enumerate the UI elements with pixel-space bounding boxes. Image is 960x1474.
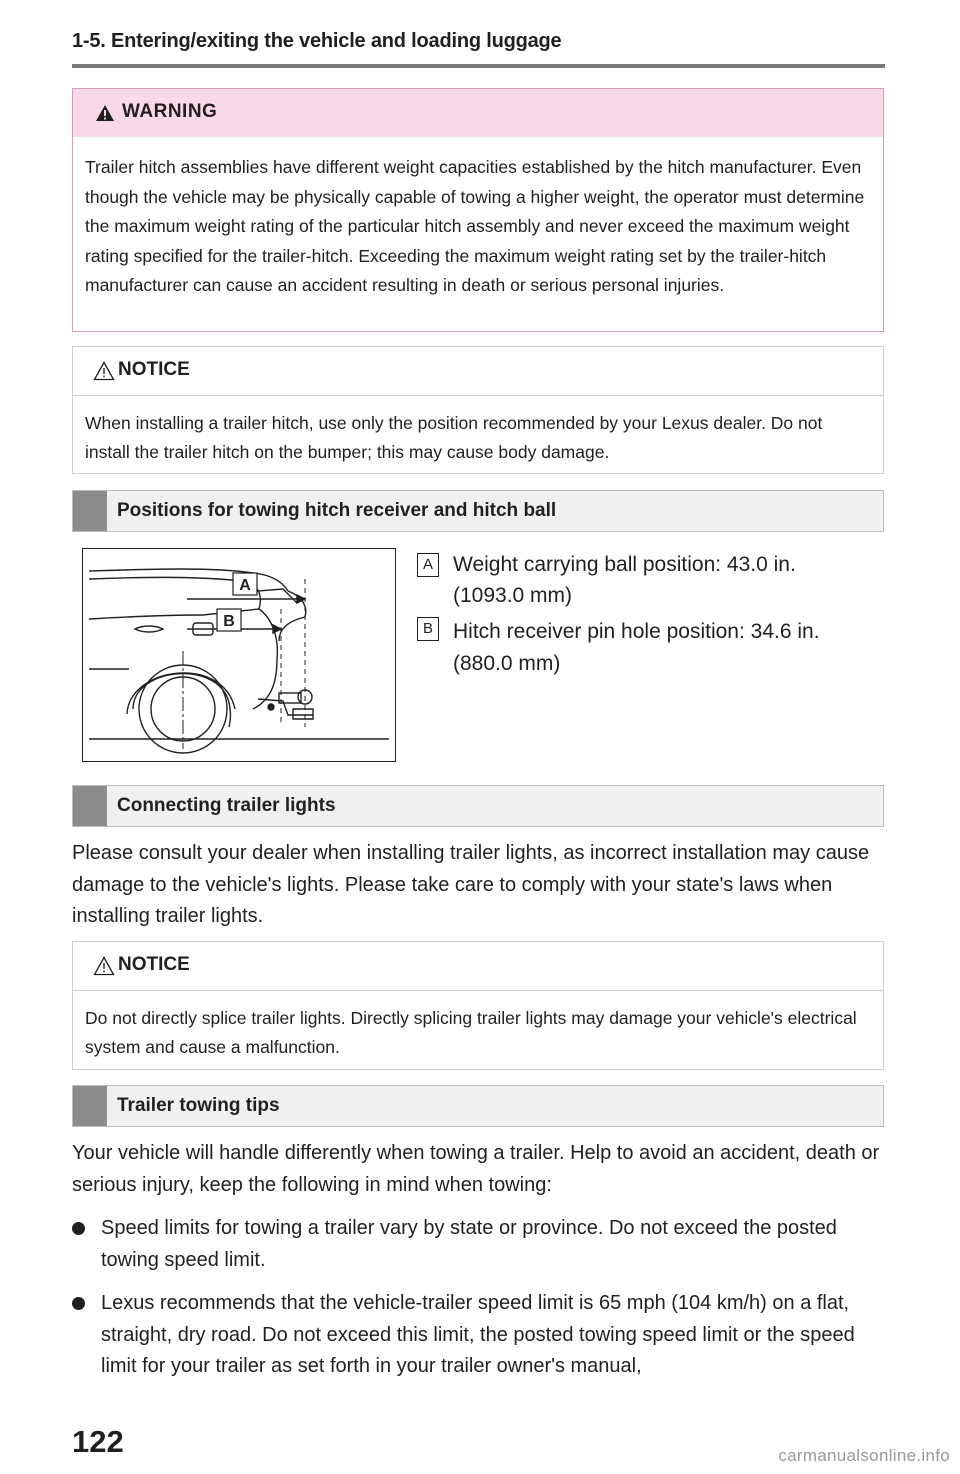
- legend-item-a-line1: Weight carrying ball position: 43.0 in.: [453, 553, 796, 576]
- notice-label: NOTICE: [118, 359, 190, 380]
- section-heading: [72, 785, 884, 827]
- page-number: 122: [72, 1424, 124, 1459]
- section-header: 1-5. Entering/exiting the vehicle and loading luggage: [72, 30, 562, 52]
- watermark: carmanualsonline.info: [778, 1446, 950, 1465]
- section-title: Positions for towing hitch receiver and hitch ball: [117, 500, 557, 521]
- section-title: Trailer towing tips: [117, 1095, 280, 1116]
- list-item-text: Speed limits for towing a trailer vary by state or province. Do not exceed the posted towing speed limit.: [101, 1217, 837, 1271]
- notice-header: [73, 347, 883, 396]
- diagram-label-a: A: [239, 577, 251, 594]
- warning-box: [72, 88, 884, 332]
- warning-text: Trailer hitch assemblies have different weight capacities established by the hitch manufacturer. Even though the vehicle may be physically capable of towing a higher weight, the operator must determine the maximum weight rating of the particular hitch assembly and never exceed the maximum weight rating specified for the trailer-hitch. Exceeding the maximum weight rating set by the trailer-hitch manufacturer can cause an accident resulting in death or serious personal injuries.: [85, 157, 865, 295]
- section-heading: [72, 490, 884, 532]
- warning-header: [73, 89, 883, 137]
- notice-box: [72, 941, 884, 1070]
- diagram-label-b: B: [223, 613, 235, 630]
- list-item: [72, 1213, 887, 1277]
- notice-label: NOTICE: [118, 954, 190, 975]
- body-paragraph: Please consult your dealer when installing trailer lights, as incorrect installation may cause damage to the vehicle's lights. Please take care to comply with your state's laws when installing trailer lights.: [72, 842, 870, 927]
- bullet-icon: [72, 1222, 85, 1235]
- section-heading: [72, 1085, 884, 1127]
- section-title: Connecting trailer lights: [117, 795, 336, 816]
- warning-label: WARNING: [122, 101, 218, 122]
- caution-triangle-icon: [93, 361, 115, 381]
- notice-text: When installing a trailer hitch, use only the position recommended by your Lexus dealer. Do not install the trailer hitch on the bumper; this may cause body damage.: [85, 413, 823, 462]
- legend-item-b-line1: Hitch receiver pin hole position: 34.6 in.: [453, 620, 820, 643]
- notice-box: [72, 346, 884, 474]
- notice-text: Do not directly splice trailer lights. Directly splicing trailer lights may damage your vehicle's electrical system and cause a malfunction.: [85, 1008, 857, 1057]
- key-a-badge: A: [417, 553, 439, 577]
- header-divider: [72, 64, 885, 68]
- notice-header: [73, 942, 883, 991]
- hitch-position-diagram: [82, 548, 396, 762]
- caution-triangle-icon: [93, 956, 115, 976]
- list-item: [72, 1288, 887, 1384]
- body-paragraph: Your vehicle will handle differently when towing a trailer. Help to avoid an accident, death or serious injury, keep the following in mind when towing:: [72, 1142, 880, 1196]
- bullet-icon: [72, 1297, 85, 1310]
- legend-item-a-line2: (1093.0 mm): [453, 584, 573, 607]
- legend-item-b-line2: (880.0 mm): [453, 652, 561, 675]
- warning-triangle-icon: [95, 104, 115, 122]
- key-b-badge: B: [417, 617, 439, 641]
- list-item-text: Lexus recommends that the vehicle-trailer speed limit is 65 mph (104 km/h) on a flat, straight, dry road. Do not exceed this limit, the posted towing speed limit or the speed limit for your trailer as set forth in your trailer owner's manual,: [101, 1292, 855, 1377]
- vehicle-rear-illustration: [83, 549, 395, 761]
